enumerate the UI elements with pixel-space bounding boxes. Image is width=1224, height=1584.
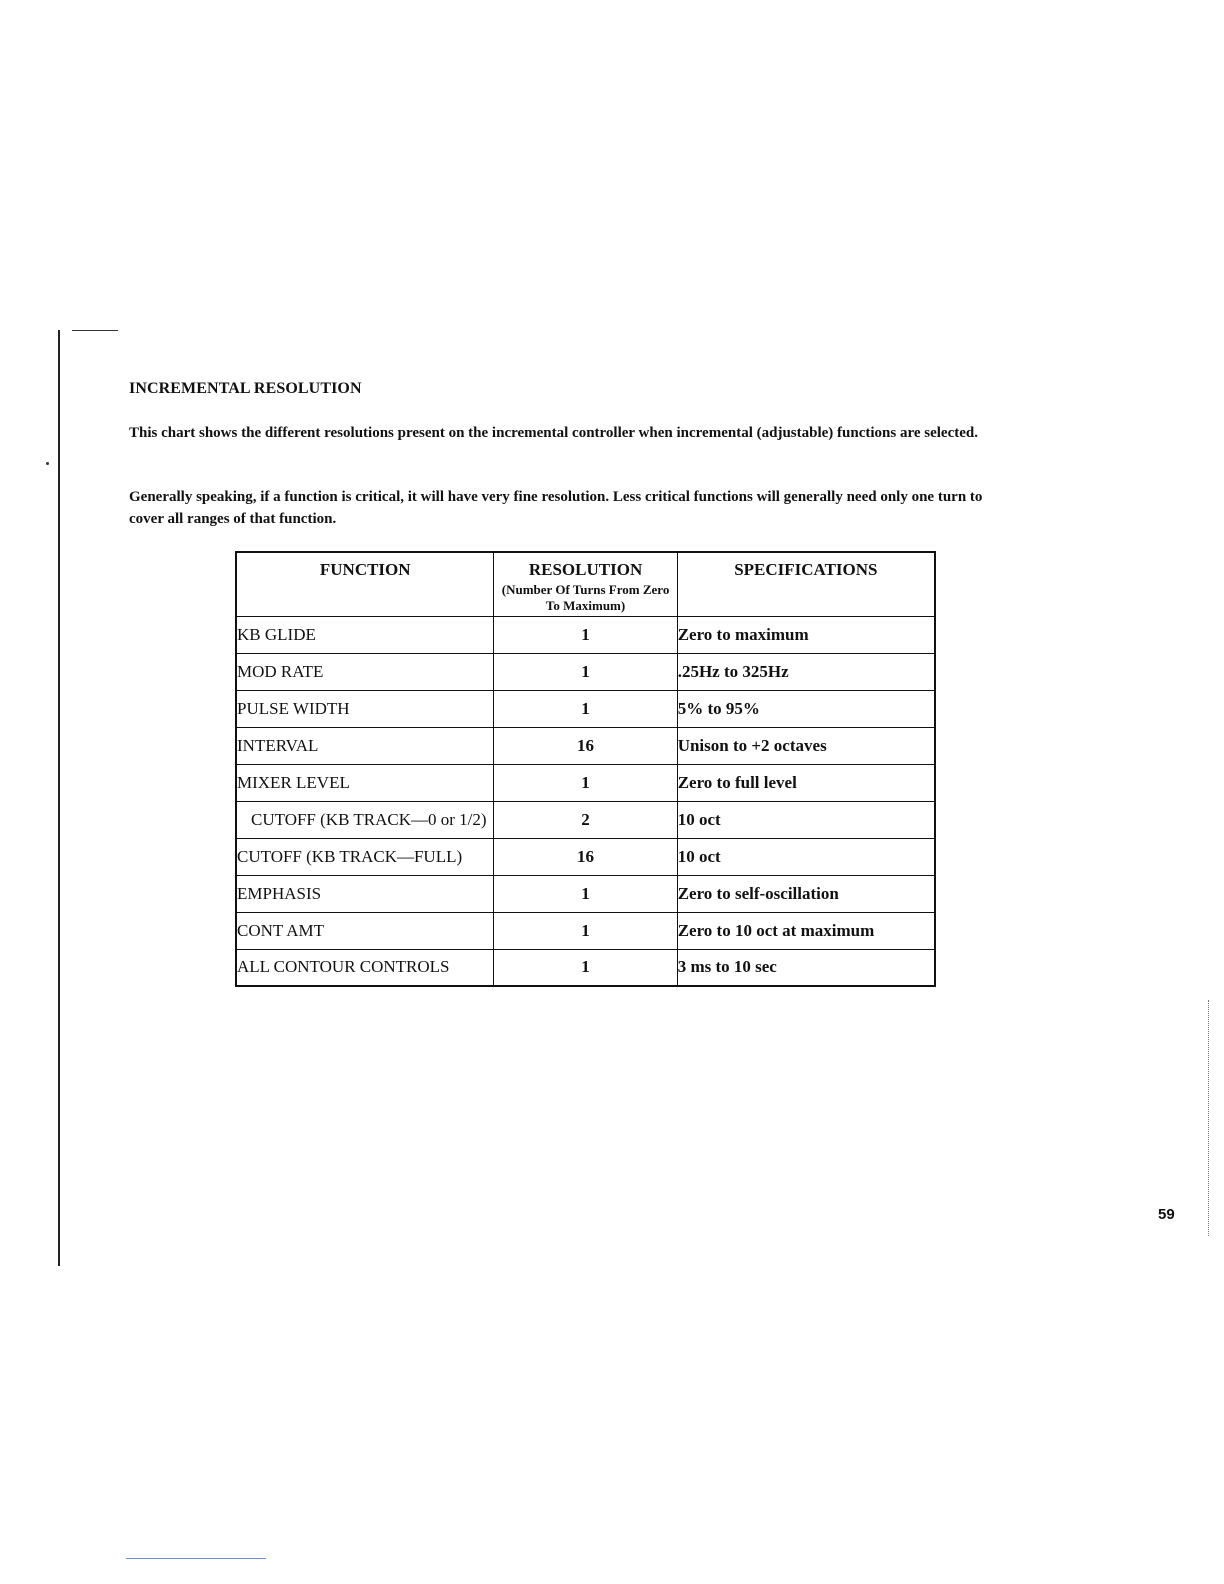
cell-resolution: 16 [494, 838, 677, 875]
cell-specifications: Zero to full level [677, 764, 935, 801]
section-heading: INCREMENTAL RESOLUTION [129, 380, 362, 397]
cell-specifications: Unison to +2 octaves [677, 727, 935, 764]
table-row [236, 801, 935, 838]
cell-function: EMPHASIS [236, 875, 494, 912]
cell-specifications: 10 oct [677, 801, 935, 838]
cell-resolution: 2 [494, 801, 677, 838]
scan-bottom-line [126, 1558, 266, 1559]
resolution-table [235, 551, 936, 987]
table-row [236, 949, 935, 986]
table-row [236, 764, 935, 801]
table-row [236, 653, 935, 690]
cell-resolution: 1 [494, 875, 677, 912]
scan-edge-line [1208, 1000, 1210, 1236]
cell-resolution: 1 [494, 653, 677, 690]
cell-resolution: 1 [494, 764, 677, 801]
cell-specifications: Zero to 10 oct at maximum [677, 912, 935, 949]
cell-resolution: 1 [494, 949, 677, 986]
header-specifications [677, 552, 935, 616]
cell-resolution: 1 [494, 690, 677, 727]
cell-resolution: 1 [494, 912, 677, 949]
scan-dot [46, 462, 49, 465]
cell-function: KB GLIDE [236, 616, 494, 653]
cell-specifications: Zero to self-oscillation [677, 875, 935, 912]
cell-function: MIXER LEVEL [236, 764, 494, 801]
scan-margin-line [58, 330, 60, 1266]
table-row [236, 616, 935, 653]
table-row [236, 912, 935, 949]
table-row [236, 838, 935, 875]
header-resolution-label: RESOLUTION [528, 560, 643, 579]
cell-specifications: Zero to maximum [677, 616, 935, 653]
cell-specifications: 5% to 95% [677, 690, 935, 727]
cell-function: CUTOFF (KB TRACK—0 or 1/2) [236, 801, 494, 838]
cell-function: PULSE WIDTH [236, 690, 494, 727]
cell-specifications: 10 oct [677, 838, 935, 875]
header-function [236, 552, 494, 616]
table-row [236, 690, 935, 727]
table-header-row [236, 552, 935, 616]
table-row [236, 727, 935, 764]
cell-function: INTERVAL [236, 727, 494, 764]
cell-specifications: .25Hz to 325Hz [677, 653, 935, 690]
header-function-label: FUNCTION [319, 560, 411, 579]
cell-resolution: 1 [494, 616, 677, 653]
header-specifications-label: SPECIFICATIONS [734, 560, 878, 579]
cell-function: MOD RATE [236, 653, 494, 690]
explanation-paragraph: Generally speaking, if a function is critical, it will have very fine resolution. Less critical functions will generally need only one turn to cover all ranges of that function. [129, 489, 983, 527]
header-resolution [494, 552, 677, 616]
cell-resolution: 16 [494, 727, 677, 764]
cell-function: CUTOFF (KB TRACK—FULL) [236, 838, 494, 875]
scan-tick-mark [72, 330, 118, 331]
header-resolution-note: (Number Of Turns From Zero To Maximum) [501, 582, 670, 613]
cell-specifications: 3 ms to 10 sec [677, 949, 935, 986]
table-row [236, 875, 935, 912]
intro-paragraph: This chart shows the different resolutions present on the incremental controller when incremental (adjustable) functions are selected. [129, 425, 978, 441]
cell-function: ALL CONTOUR CONTROLS [236, 949, 494, 986]
cell-function: CONT AMT [236, 912, 494, 949]
page-number: 59 [1158, 1206, 1175, 1223]
